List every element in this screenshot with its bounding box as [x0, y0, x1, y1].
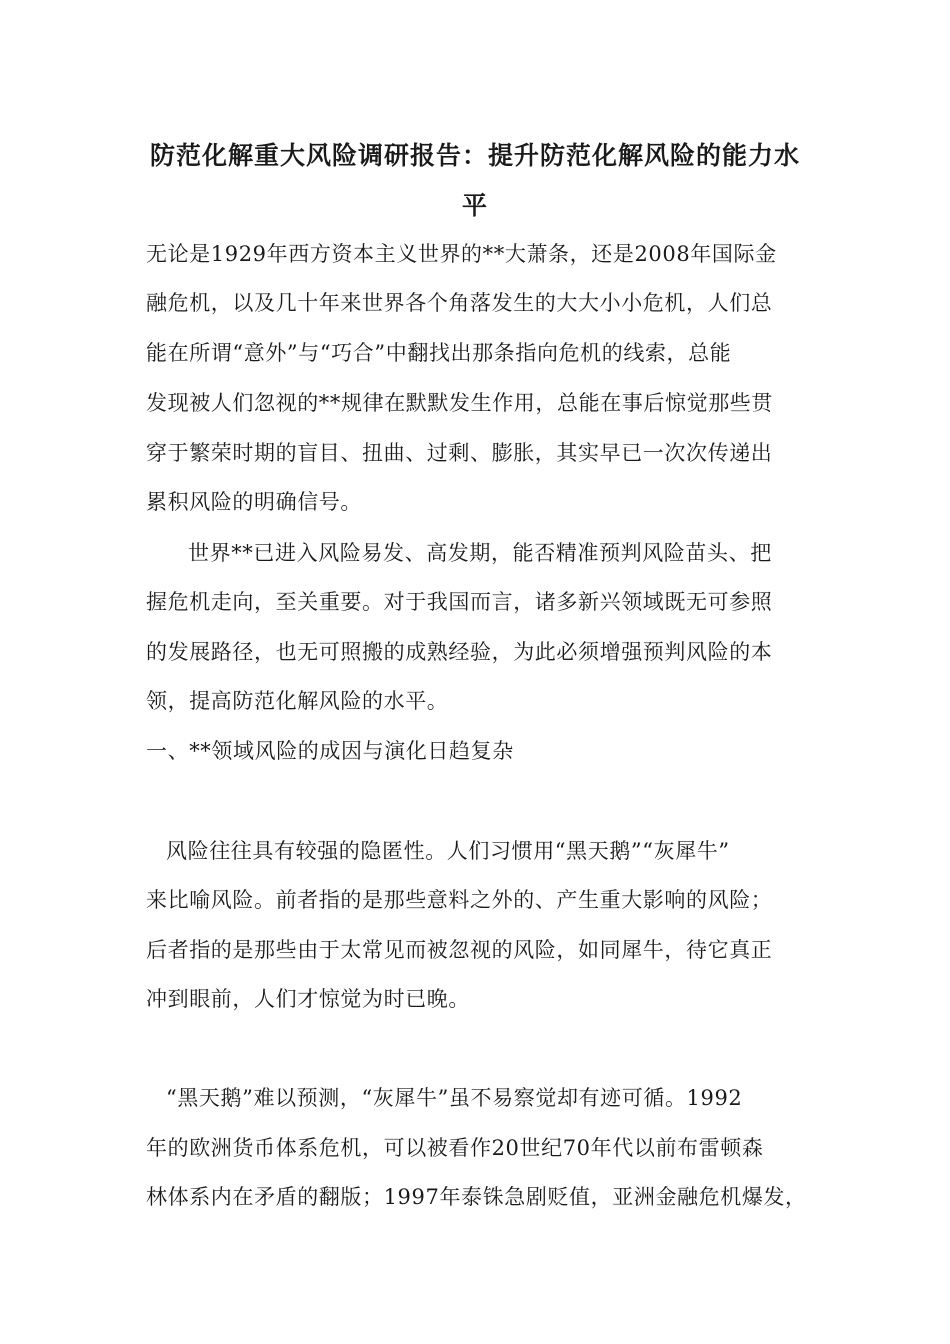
paragraph-4-line-1: “黑天鹅”难以预测，“灰犀牛”虽不易察觉却有迹可循。1992: [166, 1086, 743, 1110]
paragraph-1-line-2: 融危机，以及几十年来世界各个角落发生的大大小小危机，人们总: [146, 291, 773, 315]
paragraph-2-line-1: 世界**已进入风险易发、高发期，能否精准预判风险苗头、把: [188, 541, 772, 565]
paragraph-4-line-3: 林体系内在矛盾的翻版；1997年泰铢急剧贬值，亚洲金融危机爆发，: [146, 1185, 807, 1209]
paragraph-1-line-5: 穿于繁荣时期的盲目、扭曲、过剩、膨胀，其实早已一次次传递出: [146, 441, 773, 465]
paragraph-4-line-2: 年的欧洲货币体系危机，可以被看作20世纪70年代以前布雷顿森: [146, 1136, 764, 1160]
document-title-line-1: 防范化解重大风险调研报告：提升防范化解风险的能力水: [149, 141, 800, 170]
paragraph-1-line-1: 无论是1929年西方资本主义世界的**大萧条，还是2008年国际金: [146, 242, 777, 266]
paragraph-3-line-3: 后者指的是那些由于太常见而被忽视的风险，如同犀牛，待它真正: [146, 938, 773, 962]
paragraph-3-line-4: 冲到眼前，人们才惊觉为时已晚。: [146, 987, 470, 1011]
paragraph-2-line-2: 握危机走向，至关重要。对于我国而言，诸多新兴领域既无可参照: [146, 590, 773, 614]
section-heading-1: 一、**领域风险的成因与演化日趋复杂: [146, 739, 514, 763]
paragraph-1-line-4: 发现被人们忽视的**规律在默默发生作用，总能在事后惊觉那些贯: [146, 391, 773, 415]
paragraph-3-line-1: 风险往往具有较强的隐匿性。人们习惯用“黑天鹅”“灰犀牛”: [166, 839, 730, 863]
document-title-line-2: 平: [461, 191, 488, 220]
paragraph-2-line-4: 领，提高防范化解风险的水平。: [146, 689, 449, 713]
paragraph-1-line-3: 能在所谓“意外”与“巧合”中翻找出那条指向危机的线索，总能: [146, 341, 732, 365]
paragraph-1-line-6: 累积风险的明确信号。: [146, 490, 362, 514]
paragraph-3-line-2: 来比喻风险。前者指的是那些意料之外的、产生重大影响的风险；: [146, 888, 773, 912]
paragraph-2-line-3: 的发展路径，也无可照搬的成熟经验，为此必须增强预判风险的本: [146, 640, 773, 664]
